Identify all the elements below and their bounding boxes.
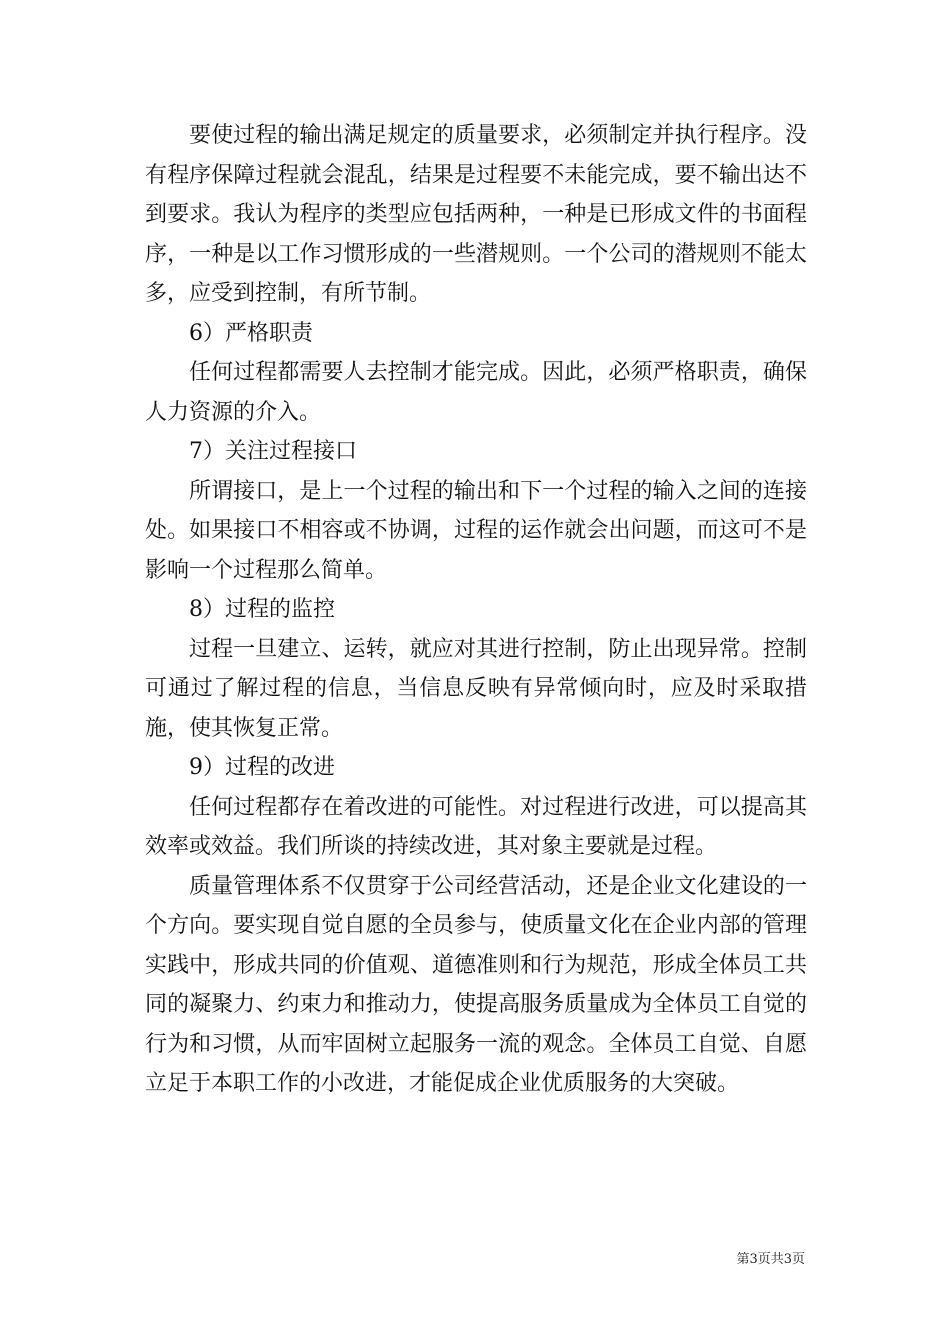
heading-9: 9）过程的改进	[189, 755, 335, 780]
heading-8: 8）过程的监控	[189, 597, 335, 622]
paragraph-interface: 所谓接口，是上一个过程的输出和下一个过程的输入之间的连接处。如果接口不相容或不协调，过程的运作就会出问题，而这可不是影响一个过程那么简单。	[145, 478, 807, 583]
page-number-footer: 第3页共3页	[736, 1252, 805, 1267]
paragraph-quality-culture: 质量管理体系不仅贯穿于公司经营活动，还是企业文化建设的一个方向。要实现自觉自愿的全员参与，使质量文化在企业内部的管理实践中，形成共同的价值观、道德准则和行为规范，形成全体员工共同的凝聚力、约束力和推动力，使提高服务质量成为全体员工自觉的行为和习惯，从而牢固树立起服务一流的观念。全体员工自觉、自愿立足于本职工作的小改进，才能促成企业优质服务的大突破。	[145, 873, 807, 1096]
paragraph-procedure: 要使过程的输出满足规定的质量要求，必须制定并执行程序。没有程序保障过程就会混乱，结果是过程要不未能完成，要不输出达不到要求。我认为程序的类型应包括两种，一种是已形成文件的书面程序，一种是以工作习惯形成的一些潜规则。一个公司的潜规则不能太多，应受到控制，有所节制。	[145, 123, 807, 306]
heading-7: 7）关注过程接口	[189, 439, 357, 464]
heading-6: 6）严格职责	[189, 320, 313, 346]
paragraph-monitoring: 过程一旦建立、运转，就应对其进行控制，防止出现异常。控制可通过了解过程的信息，当信息反映有异常倾向时，应及时采取措施，使其恢复正常。	[145, 636, 807, 741]
paragraph-responsibility: 任何过程都需要人去控制才能完成。因此，必须严格职责，确保人力资源的介入。	[145, 360, 807, 425]
document-body	[145, 116, 807, 1104]
paragraph-improvement: 任何过程都存在着改进的可能性。对过程进行改进，可以提高其效率或效益。我们所谈的持续改进，其对象主要就是过程。	[145, 794, 807, 859]
